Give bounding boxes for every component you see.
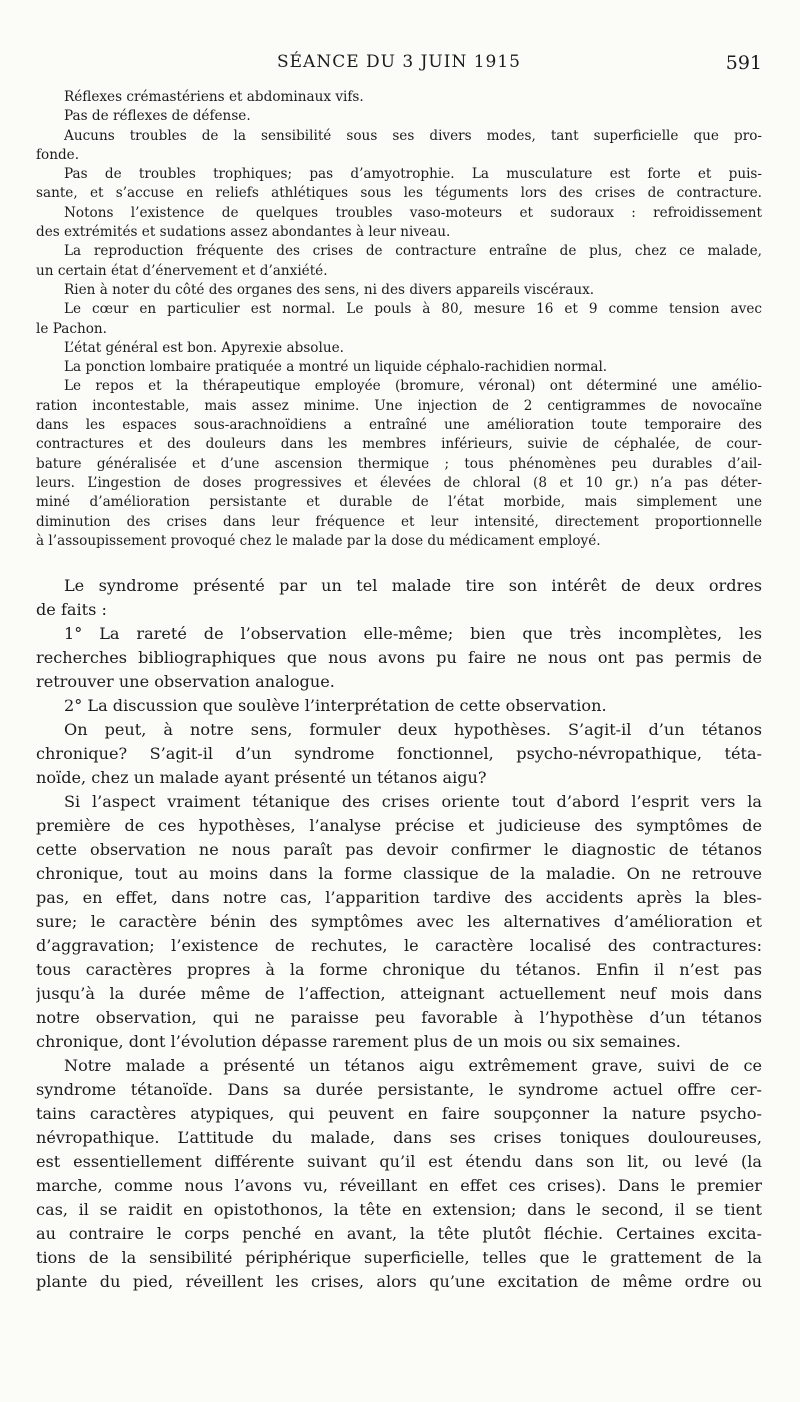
discussion-text-line: d’aggravation; l’existence de rechutes, le caractère localisé des contractures:	[36, 936, 762, 955]
observation-text-line: bature généralisée et d’une ascension thermique ; tous phénomènes peu durables d’ail-	[36, 455, 762, 472]
discussion-text-line: tains caractères atypiques, qui peuvent en faire soupçonner la nature psycho-	[36, 1104, 762, 1123]
discussion-text-line: noïde, chez un malade ayant présenté un tétanos aigu?	[36, 768, 487, 787]
observation-text-line: fonde.	[36, 146, 80, 163]
discussion-text-line: cette observation ne nous paraît pas devoir confirmer le diagnostic de tétanos	[36, 840, 762, 859]
observation-text-line: un certain état d’énervement et d’anxiété.	[36, 262, 328, 279]
discussion-text-line: recherches bibliographiques que nous avons pu faire ne nous ont pas permis de	[36, 648, 762, 667]
observation-text-line: diminution des crises dans leur fréquence et leur intensité, directement proportionnelle	[36, 513, 762, 530]
discussion-text-line: marche, comme nous l’avons vu, réveillant en effet ces crises). Dans le premier	[36, 1176, 762, 1195]
discussion-text-line: 1° La rareté de l’observation elle-même; bien que très incomplètes, les	[64, 624, 762, 643]
observation-text-line: dans les espaces sous-arachnoïdiens a entraîné une amélioration toute temporaire des	[36, 417, 762, 434]
discussion-text-line: Si l’aspect vraiment tétanique des crises oriente tout d’abord l’esprit vers la	[64, 792, 762, 811]
discussion-section	[36, 574, 762, 1294]
observation-text-line: Notons l’existence de quelques troubles vaso-moteurs et sudoraux : refroidissement	[64, 204, 762, 221]
observation-text-line: Pas de réflexes de défense.	[64, 108, 251, 125]
discussion-text-line: chronique, dont l’évolution dépasse rarement plus de un mois ou six semaines.	[36, 1032, 681, 1051]
discussion-text-line: jusqu’à la durée même de l’affection, atteignant actuellement neuf mois dans	[36, 984, 762, 1003]
discussion-text-line: première de ces hypothèses, l’analyse précise et judicieuse des symptômes de	[36, 816, 762, 835]
discussion-text-line: pas, en effet, dans notre cas, l’apparition tardive des accidents après la bles-	[36, 888, 762, 907]
observation-text-line: sante, et s’accuse en reliefs athlétiques sous les téguments lors des crises de contracture.	[36, 185, 762, 202]
discussion-text-line: névropathique. L’attitude du malade, dans ses crises toniques douloureuses,	[36, 1128, 762, 1147]
observation-text-line: des extrémités et sudations assez abondantes à leur niveau.	[36, 224, 451, 241]
discussion-text-line: tous caractères propres à la forme chronique du tétanos. Enfin il n’est pas	[36, 960, 762, 979]
discussion-text-line: 2° La discussion que soulève l’interprétation de cette observation.	[64, 696, 607, 715]
page-number: 591	[725, 52, 762, 74]
discussion-text-line: au contraire le corps penché en avant, la tête plutôt fléchie. Certaines excita-	[36, 1224, 762, 1243]
observation-text-line: le Pachon.	[36, 320, 107, 337]
observation-text-line: à l’assoupissement provoqué chez le malade par la dose du médicament employé.	[36, 532, 601, 549]
discussion-text-line: notre observation, qui ne paraisse peu favorable à l’hypothèse d’un tétanos	[36, 1008, 762, 1027]
discussion-text-line: chronique? S’agit-il d’un syndrome fonctionnel, psycho-névropathique, téta-	[36, 744, 762, 763]
observation-text-line: ration incontestable, mais assez minime. Une injection de 2 centigrammes de novocaïne	[36, 397, 762, 414]
discussion-text-line: Le syndrome présenté par un tel malade tire son intérêt de deux ordres	[64, 576, 762, 595]
observation-text-line: Aucuns troubles de la sensibilité sous ses divers modes, tant superficielle que pro-	[64, 127, 762, 144]
discussion-text-line: de faits :	[36, 600, 107, 619]
discussion-text-line: est essentiellement différente suivant qu’il est étendu dans son lit, ou levé (la	[36, 1152, 762, 1171]
observation-text-line: Le repos et la thérapeutique employée (bromure, véronal) ont déterminé une amélio-	[64, 378, 762, 395]
observation-text-line: Rien à noter du côté des organes des sens, ni des divers appareils viscéraux.	[64, 281, 595, 298]
discussion-text-line: cas, il se raidit en opistothonos, la tête en extension; dans le second, il se tient	[36, 1200, 762, 1219]
observation-text-line: La ponction lombaire pratiquée a montré un liquide céphalo-rachidien normal.	[64, 359, 608, 376]
observation-text-line: L’état général est bon. Apyrexie absolue.	[64, 339, 344, 356]
observation-text-line: contractures et des douleurs dans les membres inférieurs, suivie de céphalée, de cour-	[36, 436, 762, 453]
discussion-text-line: sure; le caractère bénin des symptômes avec les alternatives d’amélioration et	[36, 912, 762, 931]
discussion-text-line: Notre malade a présenté un tétanos aigu extrêmement grave, suivi de ce	[64, 1056, 762, 1075]
discussion-text-line: retrouver une observation analogue.	[36, 672, 335, 691]
running-header	[36, 52, 762, 80]
discussion-text-line: plante du pied, réveillent les crises, alors qu’une excitation de même ordre ou	[36, 1272, 762, 1291]
observation-text-line: miné d’amélioration persistante et durable de l’état morbide, mais simplement une	[36, 494, 762, 511]
observation-text-line: Pas de troubles trophiques; pas d’amyotrophie. La musculature est forte et puis-	[64, 166, 762, 183]
observation-text-line: Le cœur en particulier est normal. Le pouls à 80, mesure 16 et 9 comme tension avec	[64, 301, 762, 318]
discussion-text-line: tions de la sensibilité périphérique superficielle, telles que le grattement de la	[36, 1248, 762, 1267]
discussion-text-line: chronique, tout au moins dans la forme classique de la maladie. On ne retrouve	[36, 864, 762, 883]
observation-text-line: Réflexes crémastériens et abdominaux vifs.	[64, 89, 364, 105]
discussion-text-line: syndrome tétanoïde. Dans sa durée persistante, le syndrome actuel offre cer-	[36, 1080, 762, 1099]
observation-text-line: La reproduction fréquente des crises de contracture entraîne de plus, chez ce malade,	[64, 243, 762, 260]
observation-section	[36, 88, 762, 551]
running-title: SÉANCE DU 3 JUIN 1915	[276, 52, 521, 72]
observation-text-line: leurs. L’ingestion de doses progressives et élevées de chloral (8 et 10 gr.) n’a pas déter-	[36, 474, 762, 491]
discussion-text-line: On peut, à notre sens, formuler deux hypothèses. S’agit-il d’un tétanos	[64, 720, 762, 739]
